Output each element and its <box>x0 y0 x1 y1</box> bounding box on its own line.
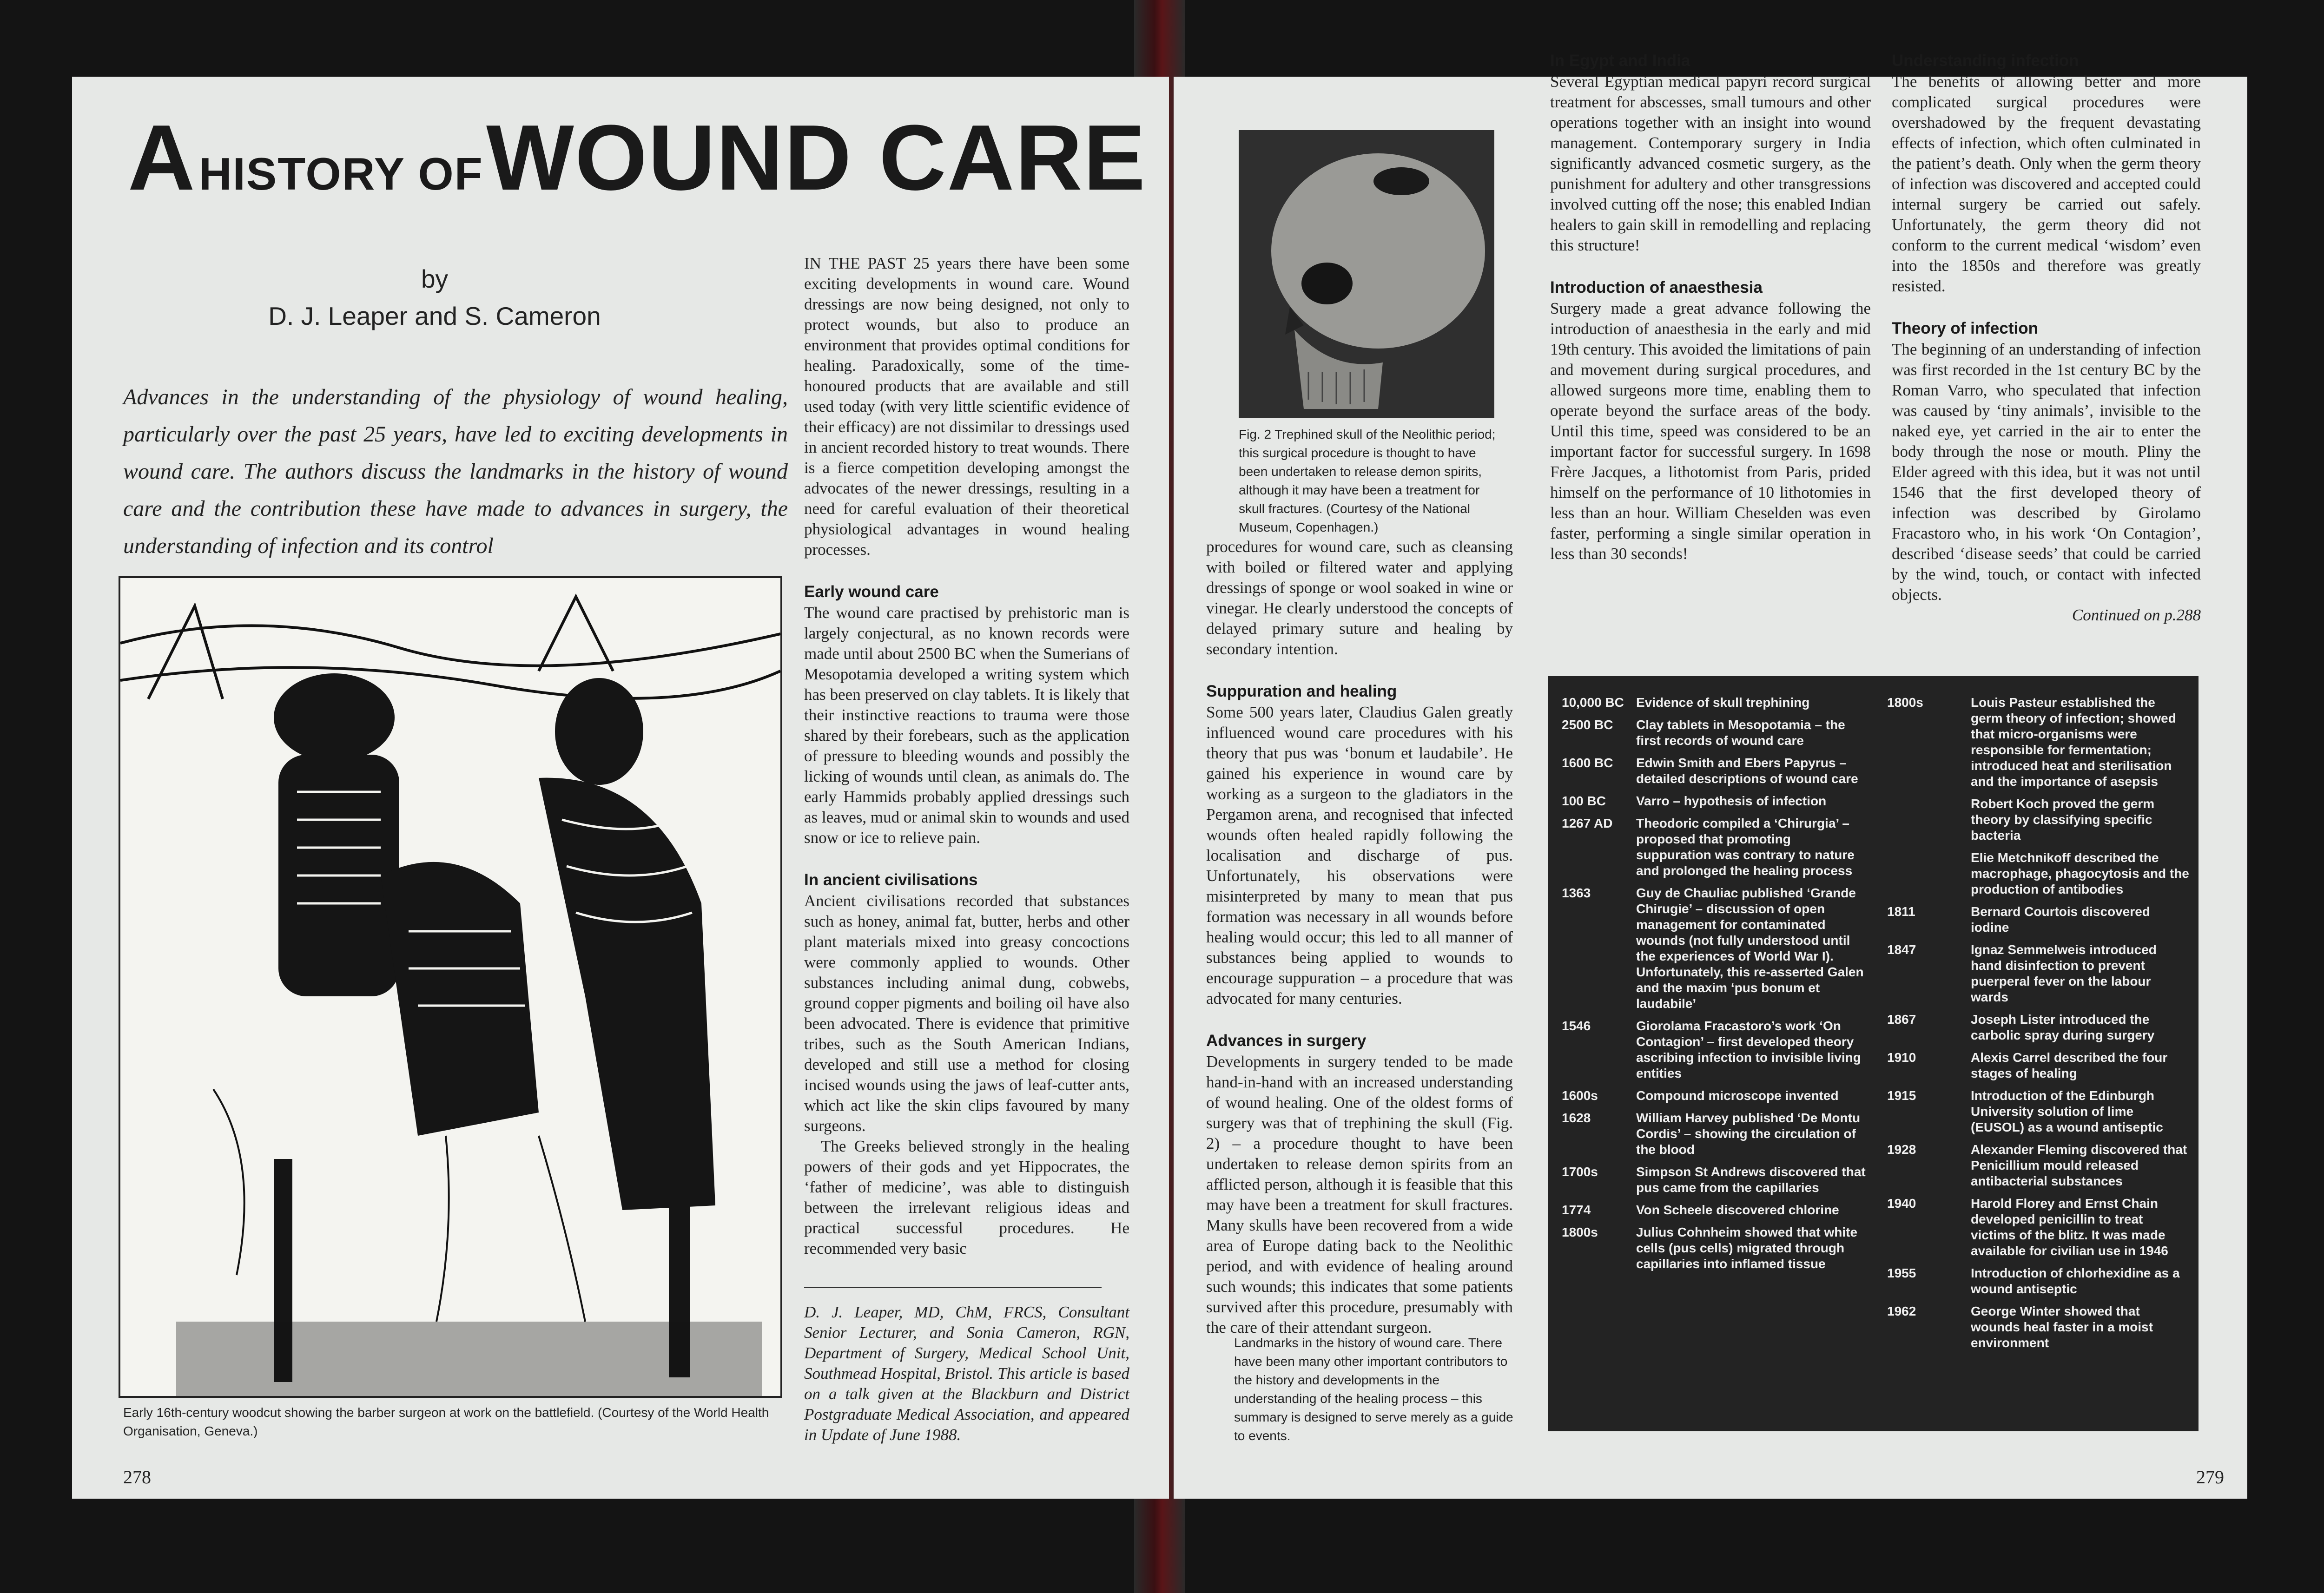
heading-understanding-infection: Understanding infection <box>1892 52 2079 70</box>
timeline-row: 1774 Von Scheele discovered chlorine <box>1562 1203 1839 1217</box>
timeline-row: 1546 Giorolama Fracastoro’s work ‘On Contagion’ – first developed theory ascribing infection to invisible living entities <box>1562 1019 1861 1080</box>
timeline-row: 1600s Compound microscope invented <box>1562 1088 1839 1103</box>
ancient-paragraph: Ancient civilisations recorded that substances such as honey, animal fat, butter, herbs and other plant materials mixed into greasy concoctions were commonly applied to wounds. Other substances including animal dung, cobwebs, ground copper pigments and boiling oil have also been advocated. There is evidence that primitive tribes, such as the South American Indians, developed and still use a method for closing incised wounds using the jaws of leaf-cutter ants, which act like the skin clips favoured by many surgeons. <box>804 892 1129 1135</box>
authors: D. J. Leaper and S. Cameron <box>268 302 601 330</box>
advances-paragraph: Developments in surgery tended to be made hand-in-hand with an increased understanding of wound healing. One of the oldest forms of surgery was that of trephining the skull (Fig. 2) – a procedure thought to have been undertaken to release demon spirits from an afflicted person, although it is feasible that this may have been a treatment for skull fractures. Many skulls have been recovered from a wide area of Europe dating back to the Neolithic period, and with evidence of healing around such wounds; this indicates that some patients survived after this procedure, presumably with the care of their attendant surgeon. <box>1206 1053 1513 1336</box>
woodcut-illustration <box>119 576 782 1398</box>
skull-photo <box>1239 130 1494 418</box>
timeline-row: 1800s Louis Pasteur established the germ theory of infection; showed that micro-organisms were responsible for fermentation; introduced heat and sterilisation and the importance of asepsis <box>1887 695 2176 789</box>
standfirst: Advances in the understanding of the physiology of wound healing, particularly over the past 25 years, have led to exciting developments in wound care. The authors discuss the landmarks in the history of wound care and the contribution these have made to advances in surgery, the understanding of infection and its control <box>123 385 788 558</box>
timeline-row: 2500 BC Clay tablets in Mesopotamia – the first records of wound care <box>1562 718 1845 748</box>
anaesthesia-paragraph: Surgery made a great advance following the introduction of anaesthesia in the early and mid 19th century. This avoided the limitations of pain and movement during surgical procedures, and allowed surgeons more time, enabling them to operate beyond the surface areas of the body. Until this time, speed was considered to be an important factor for successful surgery. In 1698 Frère Jacques, a lithotomist from Paris, prided himself on the performance of 10 lithotomies in less than an hour. William Cheselden was even faster, performing a single similar operation in less than 30 seconds! <box>1550 299 1871 563</box>
heading-advances-in-surgery: Advances in surgery <box>1206 1032 1367 1050</box>
suppuration-paragraph: Some 500 years later, Claudius Galen greatly influenced wound care procedures with his theory that pus was ‘bonum et laudabile’. He gained his experience in wound care by working as a surgeon to the gladiators in the Pergamon arena, and recognised that infected wounds often healed rapidly following the localisation and discharge of pus. Unfortunately, his observations were misinterpreted by many to mean that pus formation was necessary in all wounds before healing would occur; this led to all manner of substances being applied to wounds to encourage suppuration – a procedure that was advocated for many centuries. <box>1206 703 1513 1007</box>
timeline-row: Robert Koch proved the germ theory by classifying specific bacteria <box>1971 796 2155 843</box>
timeline-row: 1363 Guy de Chauliac published ‘Grande Chirugie’ – discussion of open management for contaminated wounds (not fully understood until the experiences of World War I). Unfortunately, this re-asserted Galen and the maxim ‘pus bonum et laudabile’ <box>1562 886 1864 1011</box>
article-column-intro <box>804 253 1129 1445</box>
left-page <box>72 77 1169 1499</box>
footnote-rule <box>804 1287 1102 1288</box>
timeline-column-right <box>1887 695 2189 1357</box>
article-column-infection <box>1892 51 2201 625</box>
timeline-row: 1700s Simpson St Andrews discovered that pus came from the capillaries <box>1562 1165 1866 1195</box>
timeline-row: 1600 BC Edwin Smith and Ebers Papyrus – detailed descriptions of wound care <box>1562 756 1858 786</box>
timeline-row: 1928 Alexander Fleming discovered that Penicillium mould released antibacterial substances <box>1887 1142 2187 1188</box>
timeline-row: 1867 Joseph Lister introduced the carbolic spray during surgery <box>1887 1012 2155 1042</box>
byline: by D. J. Leaper and S. Cameron <box>132 260 737 335</box>
heading-ancient-civilisations: In ancient civilisations <box>804 871 978 889</box>
greeks-continued: procedures for wound care, such as cleansing with boiled or filtered water and applying dressings of sponge or wool soaked in wine or vinegar. He clearly understood the concepts of delayed primary suture and healing by secondary intention. <box>1206 538 1513 658</box>
heading-suppuration: Suppuration and healing <box>1206 682 1397 700</box>
timeline-panel <box>1548 676 2199 1431</box>
timeline-row: 1940 Harold Florey and Ernst Chain developed penicillin to treat victims of the blitz. It was made available for civilian use in 1946 <box>1887 1196 2168 1258</box>
page-number-left: 278 <box>123 1467 151 1488</box>
timeline-row: 1267 AD Theodoric compiled a ‘Chirurgia’ – proposed that promoting suppuration was contrary to nature and prolonged the healing process <box>1562 816 1855 878</box>
heading-theory-of-infection: Theory of infection <box>1892 319 2038 337</box>
theory-paragraph: The beginning of an understanding of infection was first recorded in the 1st century BC by the Roman Varro, who speculated that infection was caused by ‘tiny animals’, invisible to the naked eye, yet carried in the air to enter the body through the nose or mouth. Pliny the Elder agreed with this idea, but it was not until 1546 that the first developed theory of infection was described by Girolamo Fracastoro who, in his work ‘On Contagion’, described ‘disease seeds’ that could be carried by the wind, touch, or contact with infected objects. <box>1892 340 2201 604</box>
timeline-row: 100 BC Varro – hypothesis of infection <box>1562 794 1827 808</box>
heading-early-wound-care: Early wound care <box>804 583 939 601</box>
timeline-caption: Landmarks in the history of wound care. There have been many other important contributors to the history and developments in the understanding of the healing process – this summary is designed to serve merely as a guide to events. <box>1234 1336 1513 1443</box>
woodcut-caption: Early 16th-century woodcut showing the barber surgeon at work on the battlefield. (Courtesy of the World Health Organisation, Geneva.) <box>123 1405 769 1438</box>
timeline-row: 1628 William Harvey published ‘De Montu Cordis’ – showing the circulation of the blood <box>1562 1111 1861 1157</box>
timeline-row: 1962 George Winter showed that wounds heal faster in a moist environment <box>1887 1304 2153 1350</box>
early-paragraph: The wound care practised by prehistoric man is largely conjectural, as no known records were made until about 2500 BC when the Sumerians of Mesopotamia developed a writing system which has been preserved on clay tablets. It is likely that their instinctive reactions to trauma were those shared by their forebears, such as the application of pressure to bleeding wounds and possibly the licking of wounds until clean, as animals do. The early Hammids probably applied dressings such as leaves, mud or animal skin to wounds and used snow or ice to relieve pain. <box>804 604 1129 847</box>
timeline-row: 1915 Introduction of the Edinburgh University solution of lime (EUSOL) as a wound antiseptic <box>1887 1088 2163 1134</box>
timeline-row: 1955 Introduction of chlorhexidine as a wound antiseptic <box>1887 1266 2180 1296</box>
article-title: A HISTORY OF WOUND CARE <box>128 106 1146 210</box>
timeline-column-left <box>1562 695 1868 1278</box>
author-note: D. J. Leaper, MD, ChM, FRCS, Consultant Senior Lecturer, and Sonia Cameron, RGN, Department of Surgery, Medical School Unit, Southmead Hospital, Bristol. This article is based on a talk given at the Blackburn and District Postgraduate Medical Association, and appeared in Update of June 1988. <box>804 1303 1129 1444</box>
timeline-row: 1847 Ignaz Semmelweis introduced hand disinfection to prevent puerperal fever on the labour wards <box>1887 942 2157 1004</box>
continued-note: Continued on p.288 <box>2072 606 2201 624</box>
timeline-row: Elie Metchnikoff described the macrophage, phagocytosis and the production of antibodies <box>1971 850 2189 896</box>
timeline-row: 1811 Bernard Courtois discovered iodine <box>1887 904 2150 935</box>
heading-egypt-india: In Egypt and India <box>1550 52 1690 70</box>
timeline-row: 1800s Julius Cohnheim showed that white cells (pus cells) migrated through capillaries into inflamed tissue <box>1562 1225 1858 1271</box>
article-column-egypt <box>1550 51 1871 564</box>
heading-anaesthesia: Introduction of anaesthesia <box>1550 278 1763 296</box>
article-column-suppuration <box>1206 537 1513 1338</box>
egypt-paragraph: Several Egyptian medical papyri record surgical treatment for abscesses, small tumours and other operations together with an insight into wound management. Contemporary surgery in India significantly advanced cosmetic surgery, as the punishment for adultery and other transgressions involved cutting off the nose; this enabled Indian healers to gain skill in remodelling and replacing this structure! <box>1550 72 1871 254</box>
intro-paragraph: IN THE PAST 25 years there have been some exciting developments in wound care. Wound dressings are now being designed, not only to protect wounds, but also to produce an environment that provides optimal conditions for healing. Paradoxically, some of the time-honoured products that are available and still used today (with very little scientific evidence of their efficacy) are not dissimilar to dressings used in ancient recorded history to treat wounds. There is a fierce competition developing amongst the advocates of the newer dressings, resulting in a need for careful evaluation of their theoretical physiological advantages in wound healing processes. <box>804 254 1129 559</box>
timeline-row: 10,000 BC Evidence of skull trephining <box>1562 695 1810 710</box>
skull-caption: Fig. 2 Trephined skull of the Neolithic period; this surgical procedure is thought to have been undertaken to release demon spirits, although it may have been a treatment for skull fractures. (Courtesy of the National Museum, Copenhagen.) <box>1239 427 1496 534</box>
timeline-row: 1910 Alexis Carrel described the four stages of healing <box>1887 1050 2168 1080</box>
page-number-right: 279 <box>2196 1467 2224 1488</box>
greeks-paragraph: The Greeks believed strongly in the healing powers of their gods and yet Hippocrates, the ‘father of medicine’, was able to distinguish between the irrelevant religious ideas and practical successful procedures. He recommended very basic <box>804 1137 1129 1257</box>
understanding-paragraph: The benefits of allowing better and more complicated surgical procedures were overshadowed by the frequent devastating effects of infection, which often culminated in the patient’s death. Only when the germ theory of infection was discovered and accepted could internal surgery be carried out safely. Unfortunately, the germ theory did not conform to the current medical ‘wisdom’ even into the 1850s and therefore was greatly resisted. <box>1892 72 2201 295</box>
